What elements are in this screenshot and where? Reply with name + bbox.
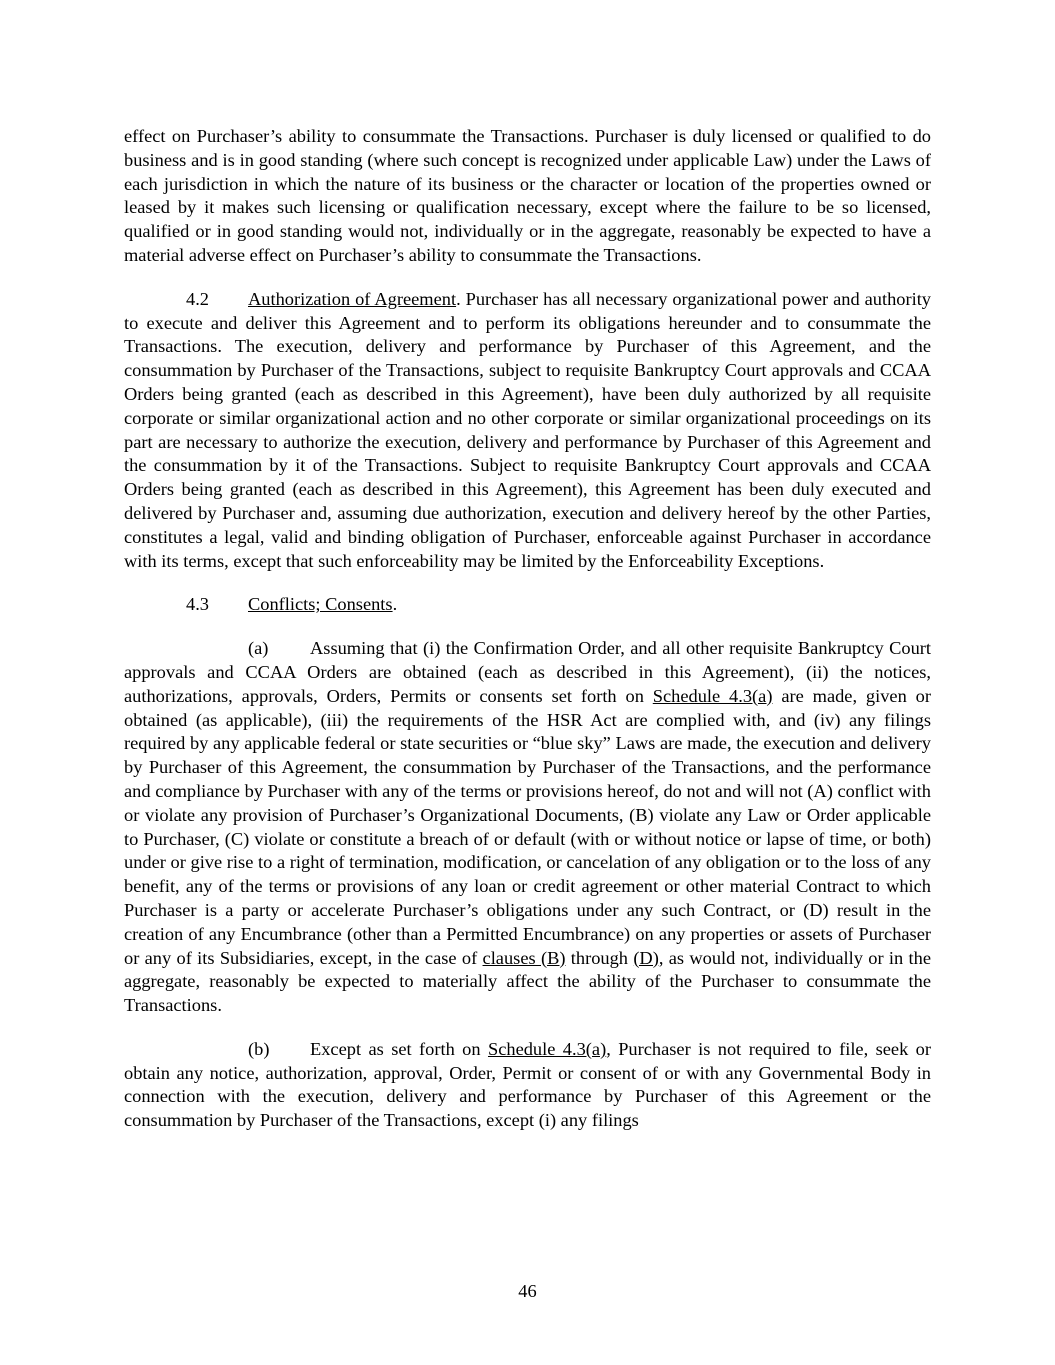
subsection-text: Assuming that (i) the Confirmation Order, and all other requisite Bankruptcy Court approvals and CCAA Orders are obtained (each as described in this Agreement), (ii) the notices, authorizations, approvals, Orders, Permits or consents set forth on (124, 638, 931, 706)
clause-reference: (D) (633, 947, 659, 968)
section-text: . Purchaser has all necessary organizational power and authority to execute and deliver this Agreement and to perform its obligations hereunder and to consummate the Transactions. The execution, delivery and performance by Purchaser of this Agreement, and the consummation by Purchaser of the Transactions, subject to requisite Bankruptcy Court approvals and CCAA Orders being granted (each as described in this Agreement), have been duly authorized by all requisite corporate or similar organizational action and no other corporate or similar organizational proceedings on its part are necessary to authorize the execution, delivery and performance by Purchaser of this Agreement and the consummation by it of the Transactions. Subject to requisite Bankruptcy Court approvals and CCAA Orders being granted (each as described in this Agreement), this Agreement has been duly executed and delivered by Purchaser and, assuming due authorization, execution and delivery hereof by the other Parties, constitutes a legal, valid and binding obligation of Purchaser, enforceable against Purchaser in accordance with its terms, except that such enforceability may be limited by the Enforceability Exceptions. (124, 288, 931, 571)
subsection-text: , as would not, individually or in the aggregate, reasonably be expected to materially affect the ability of the Purchaser to consummate the Transactions. (124, 947, 931, 1016)
document-page (124, 125, 931, 1153)
paragraph-continued: effect on Purchaser’s ability to consummate the Transactions. Purchaser is duly licensed or qualified to do business and is in good standing (where such concept is recognized under applicable Law) under the Laws of each jurisdiction in which the nature of its business or the character or location of the properties owned or leased by it makes such licensing or qualification necessary, except where the failure to be so licensed, qualified or in good standing would not, individually or in the aggregate, reasonably be expected to have a material adverse effect on Purchaser’s ability to consummate the Transactions. (124, 126, 931, 265)
subsection-label: (a) (248, 638, 269, 659)
section-heading-period: . (392, 594, 398, 615)
schedule-reference: Schedule 4.3(a) (652, 685, 773, 706)
section-number: 4.2 (186, 288, 209, 309)
subsection-4-3-b (124, 1038, 931, 1133)
section-4-2 (124, 288, 931, 574)
section-heading: Conflicts; Consents (248, 594, 393, 615)
section-4-3 (124, 593, 931, 617)
clause-reference: clauses (B) (482, 947, 566, 968)
subsection-label: (b) (248, 1038, 270, 1059)
subsection-text: Except as set forth on (310, 1038, 488, 1059)
section-heading: Authorization of Agreement (248, 288, 457, 309)
subsection-text: are made, given or obtained (as applicable), (iii) the requirements of the HSR Act are complied with, and (iv) any filings required by any applicable federal or state securities or “blue sky” Laws are made, the execution and delivery by Purchaser of this Agreement, the consummation by Purchaser of the Transactions, and the performance and compliance by Purchaser with any of the terms or provisions hereof, do not and will not (A) conflict with or violate any provision of Purchaser’s Organizational Documents, (B) violate any Law or Order applicable to Purchaser, (C) violate or constitute a breach of or default (with or without notice or lapse of time, or both) under or give rise to a right of termination, modification, or cancelation of any obligation or to the loss of any benefit, any of the terms or provisions of any loan or credit agreement or other material Contract to which Purchaser is a party or accelerate Purchaser’s obligations under any such Contract, or (D) result in the creation of any Encumbrance (other than a Permitted Encumbrance) on any properties or assets of Purchaser or any of its Subsidiaries, except, in the case of (124, 685, 931, 968)
section-number: 4.3 (186, 594, 209, 615)
schedule-reference: Schedule 4.3(a) (487, 1038, 607, 1059)
page-number: 46 (518, 1281, 537, 1301)
subsection-text: , Purchaser is not required to file, seek or obtain any notice, authorization, approval, Order, Permit or consent of or with any Governmental Body in connection with the execution, delivery and performance by Purchaser of this Agreement or the consummation by Purchaser of the Transactions, except (i) any filings (124, 1038, 931, 1131)
subsection-text: through (565, 947, 634, 968)
subsection-4-3-a (124, 637, 931, 1018)
